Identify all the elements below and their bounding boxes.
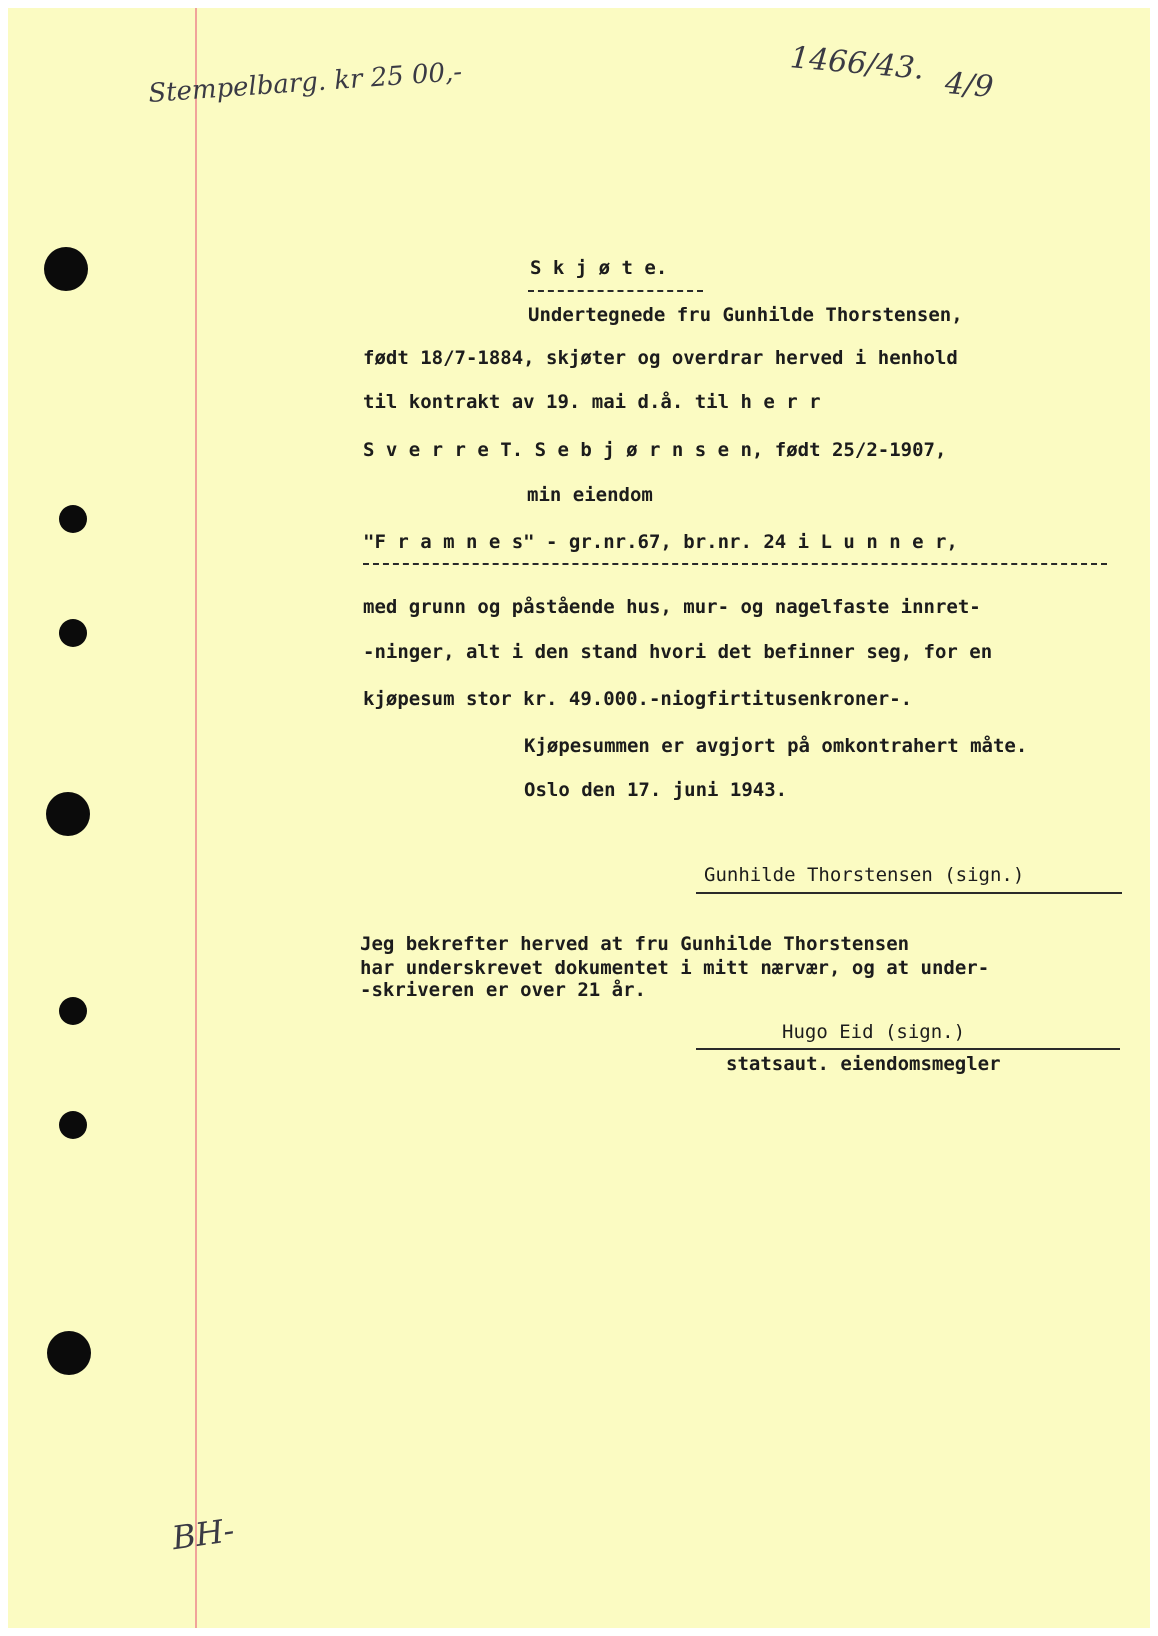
confirmation-line: Jeg bekrefter herved at fru Gunhilde Thorstensen [360, 933, 910, 955]
confirmation-line: -skriveren er over 21 år. [360, 979, 646, 1001]
broker-signature-line [696, 1048, 1120, 1050]
paper-sheet [8, 8, 1150, 1628]
broker-signature: Hugo Eid (sign.) [782, 1021, 966, 1043]
deed-title: S k j ø t e. [530, 257, 668, 279]
registration-number-annotation: 1466/43. [788, 40, 926, 87]
broker-title: statsaut. eiendomsmegler [726, 1053, 1001, 1075]
punch-hole [59, 1111, 87, 1139]
punch-hole [59, 505, 87, 533]
deed-line: med grunn og påstående hus, mur- og nagelfaste innret- [363, 596, 981, 618]
initials-annotation: BH- [169, 1510, 237, 1558]
deed-line: født 18/7-1884, skjøter og overdrar herved i henhold [363, 347, 958, 369]
deed-date: Oslo den 17. juni 1943. [524, 779, 788, 801]
stamp-fee-annotation: Stempelbarg. kr 25 00,- [147, 57, 463, 109]
punch-hole [47, 1331, 91, 1375]
seller-signature: Gunhilde Thorstensen (sign.) [704, 864, 1025, 886]
title-underline [528, 290, 703, 292]
property-line: "F r a m n e s" - gr.nr.67, br.nr. 24 i L u n n e r, [363, 531, 958, 553]
deed-line: Kjøpesummen er avgjort på omkontrahert måte. [524, 735, 1028, 757]
punch-hole [59, 619, 87, 647]
red-margin-line [195, 8, 197, 1628]
punch-hole [44, 247, 88, 291]
deed-line: S v e r r e T. S e b j ø r n s e n, født 25/2-1907, [363, 439, 947, 461]
deed-line: -ninger, alt i den stand hvori det befinner seg, for en [363, 641, 993, 663]
property-underline [363, 563, 1107, 565]
deed-line: til kontrakt av 19. mai d.å. til h e r r [363, 391, 821, 413]
seller-signature-line [696, 892, 1122, 894]
deed-line: Undertegnede fru Gunhilde Thorstensen, [528, 304, 963, 326]
registration-date-annotation: 4/9 [943, 65, 995, 106]
deed-line: min eiendom [527, 484, 653, 506]
confirmation-line: har underskrevet dokumentet i mitt nærvær, og at under- [360, 957, 990, 979]
punch-hole [46, 792, 90, 836]
deed-line: kjøpesum stor kr. 49.000.-niogfirtitusenkroner-. [363, 688, 913, 710]
punch-hole [59, 997, 87, 1025]
